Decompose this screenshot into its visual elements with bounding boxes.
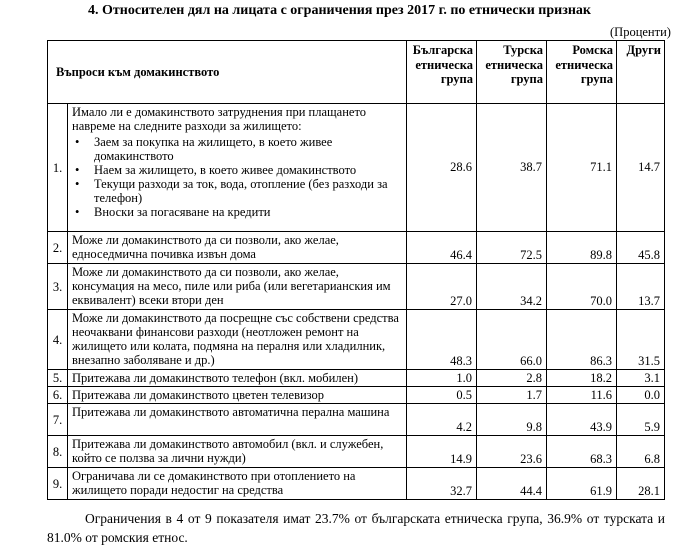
header-line: етническа (485, 57, 543, 72)
question-cell: Може ли домакинството да посрещне със собствени средства неочаквани финансови разходи (неотложен ремонт на жилището или колата, подмяна на пералня или хладилник, внезапно заболяване и др.) (68, 310, 407, 370)
table-row (48, 104, 665, 232)
bullet-item: • Наем за жилището, в което живее домакинството (94, 163, 403, 177)
value-turkish: 9.8 (477, 404, 547, 436)
row-number: 8. (48, 436, 68, 468)
value-other: 31.5 (617, 310, 665, 370)
row-number: 2. (48, 232, 68, 264)
header-line: Българска (412, 43, 473, 57)
table-row (48, 370, 665, 387)
header-turkish-group (477, 41, 547, 104)
value-bulgarian: 4.2 (407, 404, 477, 436)
row-number: 5. (48, 370, 68, 387)
value-other: 13.7 (617, 264, 665, 310)
table-row (48, 468, 665, 500)
summary-note: Ограничения в 4 от 9 показателя имат 23.7% от българската етническа група, 36.9% от турската и 81.0% от ромския етнос. (47, 511, 665, 545)
table-row (48, 387, 665, 404)
row-number: 4. (48, 310, 68, 370)
value-turkish: 72.5 (477, 232, 547, 264)
value-other: 0.0 (617, 387, 665, 404)
header-line: група (440, 72, 473, 86)
table-header-row (48, 41, 665, 104)
question-cell (68, 104, 407, 232)
header-line: етническа (555, 57, 613, 72)
table-row (48, 404, 665, 436)
question-cell: Притежава ли домакинството автомобил (вкл. и служебен, който се ползва за лични нужди) (68, 436, 407, 468)
value-roma: 11.6 (547, 387, 617, 404)
table-row (48, 310, 665, 370)
value-other: 3.1 (617, 370, 665, 387)
value-roma: 70.0 (547, 264, 617, 310)
header-line: група (510, 72, 543, 86)
question-cell: Притежава ли домакинството цветен телевизор (68, 387, 407, 404)
value-roma: 61.9 (547, 468, 617, 500)
header-line: Ромска (572, 43, 613, 57)
value-roma: 71.1 (547, 104, 617, 232)
table-row (48, 264, 665, 310)
value-turkish: 23.6 (477, 436, 547, 468)
question-header: Въпроси към домакинството (48, 41, 407, 104)
value-other: 45.8 (617, 232, 665, 264)
value-roma: 43.9 (547, 404, 617, 436)
table-row (48, 436, 665, 468)
row-number: 9. (48, 468, 68, 500)
value-roma: 89.8 (547, 232, 617, 264)
unit-label: (Проценти) (610, 25, 671, 39)
question-text: Имало ли е домакинството затруднения при плащането навреме на следните разходи за жилището: (72, 105, 366, 133)
value-turkish: 1.7 (477, 387, 547, 404)
value-bulgarian: 32.7 (407, 468, 477, 500)
question-cell: Притежава ли домакинството телефон (вкл. мобилен) (68, 370, 407, 387)
row-number: 1. (48, 104, 68, 232)
table-row (48, 232, 665, 264)
value-bulgarian: 27.0 (407, 264, 477, 310)
value-turkish: 66.0 (477, 310, 547, 370)
value-turkish: 34.2 (477, 264, 547, 310)
question-cell: Може ли домакинството да си позволи, ако желае, консумация на месо, пиле или риба (или вегетарианския им еквивалент) всеки втори ден (68, 264, 407, 310)
header-roma-group (547, 41, 617, 104)
value-bulgarian: 14.9 (407, 436, 477, 468)
value-bulgarian: 48.3 (407, 310, 477, 370)
bullet-item: • Заем за покупка на жилището, в което живее домакинството (94, 135, 403, 163)
header-line: Турска (503, 43, 543, 57)
header-line: Други (626, 43, 661, 57)
header-other-group (617, 41, 665, 104)
value-turkish: 2.8 (477, 370, 547, 387)
bullet-list (72, 135, 403, 219)
value-roma: 68.3 (547, 436, 617, 468)
bullet-item: • Текущи разходи за ток, вода, отопление (без разходи за телефон) (94, 177, 403, 205)
row-number: 6. (48, 387, 68, 404)
header-bulgarian-group (407, 41, 477, 104)
value-turkish: 44.4 (477, 468, 547, 500)
question-cell: Притежава ли домакинството автоматична перална машина (68, 404, 407, 436)
bullet-item: • Вноски за погасяване на кредити (94, 205, 403, 219)
value-bulgarian: 1.0 (407, 370, 477, 387)
value-turkish: 38.7 (477, 104, 547, 232)
question-cell: Ограничава ли се домакинството при отоплението на жилището поради недостиг на средства (68, 468, 407, 500)
header-line: група (580, 72, 613, 86)
row-number: 7. (48, 404, 68, 436)
value-roma: 86.3 (547, 310, 617, 370)
value-roma: 18.2 (547, 370, 617, 387)
table-title: 4. Относителен дял на лицата с ограничения през 2017 г. по етнически признак (88, 3, 591, 18)
value-bulgarian: 46.4 (407, 232, 477, 264)
value-other: 6.8 (617, 436, 665, 468)
question-cell: Може ли домакинството да си позволи, ако желае, едноседмична почивка извън дома (68, 232, 407, 264)
value-other: 5.9 (617, 404, 665, 436)
row-number: 3. (48, 264, 68, 310)
value-bulgarian: 0.5 (407, 387, 477, 404)
value-bulgarian: 28.6 (407, 104, 477, 232)
ethnic-limitations-table (47, 40, 665, 500)
header-line: етническа (415, 57, 473, 72)
value-other: 28.1 (617, 468, 665, 500)
value-other: 14.7 (617, 104, 665, 232)
